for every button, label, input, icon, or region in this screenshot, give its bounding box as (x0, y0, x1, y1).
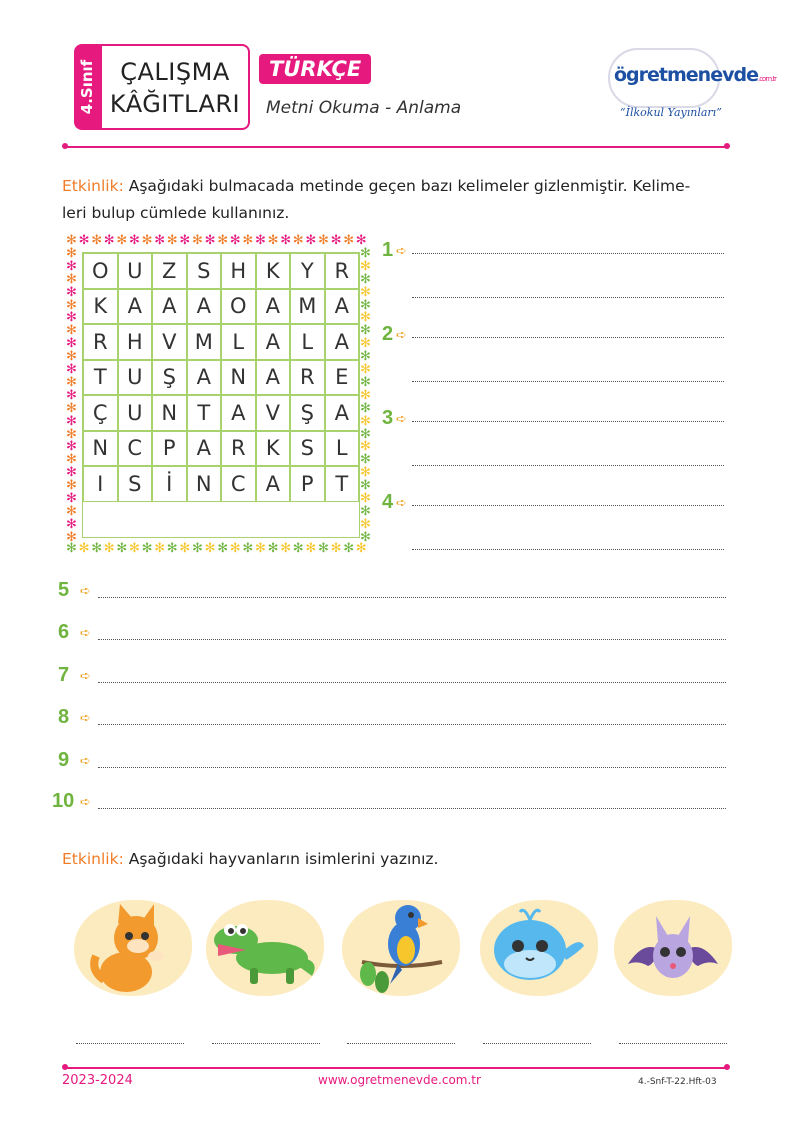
flower-icon: ✻ (360, 426, 371, 442)
flower-icon: ✻ (360, 284, 371, 300)
grid-cell: A (118, 289, 153, 325)
grid-cell: V (256, 395, 291, 431)
flower-icon: ✻ (242, 233, 254, 248)
flower-icon: ✻ (292, 541, 304, 556)
flower-icon: ✻ (66, 233, 77, 248)
flower-icon: ✻ (360, 387, 371, 403)
answer-line[interactable] (412, 381, 724, 382)
activity-label: Etkinlik: (62, 177, 124, 195)
grid-cell: U (118, 395, 153, 431)
flower-icon: ✻ (66, 400, 77, 416)
flower-icon: ✻ (66, 413, 77, 429)
grade-tab (74, 44, 100, 130)
flower-icon: ✻ (78, 233, 90, 248)
flower-icon: ✻ (66, 284, 77, 300)
grade-label: 4.Sınıf (78, 59, 96, 115)
flower-icon: ✻ (141, 541, 153, 556)
answer-line[interactable] (76, 1043, 184, 1044)
sentence-number: 8 (58, 706, 70, 728)
answer-line[interactable] (412, 549, 724, 550)
answer-line[interactable] (412, 253, 724, 254)
flower-icon: ✻ (129, 233, 140, 248)
cat-icon (74, 900, 192, 1000)
flower-icon: ✻ (179, 233, 191, 248)
grid-cell: A (187, 360, 222, 396)
flower-icon: ✻ (360, 413, 371, 429)
flower-icon: ✻ (360, 452, 371, 468)
flower-icon: ✻ (355, 233, 367, 248)
flower-icon: ✻ (91, 233, 103, 248)
answer-line[interactable] (98, 724, 726, 725)
grid-cell: Z (152, 253, 187, 289)
flower-icon: ✻ (343, 233, 355, 248)
flower-icon: ✻ (360, 271, 371, 287)
footer-code: 4.-Snf-T-22.Hft-03 (638, 1077, 717, 1087)
answer-line[interactable] (212, 1043, 320, 1044)
grid-cell: Ş (152, 360, 187, 396)
grid-cell: R (83, 324, 118, 360)
flower-icon: ✻ (154, 541, 166, 556)
flower-icon: ✻ (318, 233, 329, 248)
flower-icon: ✻ (103, 541, 115, 556)
flower-icon: ✻ (360, 465, 371, 481)
flower-icon: ✻ (292, 233, 304, 248)
title-line-2: KÂĞITLARI (109, 90, 241, 118)
grid-cell: C (118, 431, 153, 467)
grid-cell: R (325, 253, 360, 289)
grid-cell: R (221, 431, 256, 467)
flower-icon: ✻ (242, 541, 254, 556)
flower-icon: ✻ (360, 323, 371, 339)
grid-cell: Ç (83, 395, 118, 431)
answer-line[interactable] (412, 505, 724, 506)
answer-line[interactable] (619, 1043, 727, 1044)
flower-icon: ✻ (305, 541, 317, 556)
rule-dot (724, 143, 730, 149)
answer-line[interactable] (412, 297, 724, 298)
answer-line[interactable] (412, 421, 724, 422)
title-line-1: ÇALIŞMA (120, 58, 230, 86)
flower-icon: ✻ (66, 349, 77, 365)
grid-cell: A (325, 324, 360, 360)
flower-icon: ✻ (66, 297, 77, 313)
footer-divider (66, 1067, 726, 1069)
flower-icon: ✻ (229, 233, 241, 248)
flower-icon: ✻ (66, 310, 77, 326)
sentence-number: 6 (58, 621, 70, 643)
flower-icon: ✻ (360, 491, 371, 506)
topic-title: Metni Okuma - Anlama (266, 98, 462, 118)
flower-icon: ✻ (360, 478, 371, 494)
footer-website[interactable]: www.ogretmenevde.com.tr (318, 1073, 481, 1087)
flower-icon: ✻ (141, 233, 153, 248)
grid-cell: A (187, 289, 222, 325)
grid-cell: M (290, 289, 325, 325)
bat-icon (614, 900, 732, 1000)
grid-cell: A (187, 431, 222, 467)
grid-cell: A (256, 324, 291, 360)
grid-cell: Ş (290, 395, 325, 431)
grid-cell: O (221, 289, 256, 325)
grid-cell: N (152, 395, 187, 431)
flower-icon: ✻ (204, 541, 216, 556)
grid-cell: A (325, 395, 360, 431)
flower-icon: ✻ (66, 478, 77, 494)
grid-cell: A (256, 360, 291, 396)
pointing-hand-icon: ➪ (80, 584, 91, 599)
rule-dot (724, 1064, 730, 1070)
flower-icon: ✻ (179, 541, 191, 556)
pointing-hand-icon: ➪ (80, 711, 91, 726)
worksheet-title (100, 44, 250, 130)
sentence-number: 3 (382, 407, 394, 429)
flower-icon: ✻ (192, 233, 203, 248)
flower-icon: ✻ (166, 233, 178, 248)
flower-icon: ✻ (360, 529, 371, 545)
flower-icon: ✻ (360, 516, 371, 532)
grid-cell: Y (290, 253, 325, 289)
grid-cell: C (221, 466, 256, 502)
flower-icon: ✻ (360, 374, 371, 390)
flower-icon: ✻ (129, 541, 140, 556)
grid-cell: T (187, 395, 222, 431)
flower-icon: ✻ (66, 271, 77, 287)
answer-line[interactable] (412, 337, 724, 338)
grid-cell: N (221, 360, 256, 396)
grid-cell: V (152, 324, 187, 360)
flower-icon: ✻ (360, 503, 371, 519)
flower-icon: ✻ (318, 541, 329, 556)
flower-icon: ✻ (255, 541, 266, 556)
sentence-number: 4 (382, 491, 394, 513)
grid-cell: R (290, 360, 325, 396)
flower-icon: ✻ (66, 541, 77, 556)
footer-years: 2023-2024 (62, 1073, 133, 1088)
answer-line[interactable] (98, 682, 726, 683)
flower-icon: ✻ (66, 245, 77, 261)
flower-icon: ✻ (116, 541, 128, 556)
flower-icon: ✻ (166, 541, 178, 556)
sentence-number: 9 (58, 749, 70, 771)
pointing-hand-icon: ➪ (80, 754, 91, 769)
flower-icon: ✻ (66, 323, 77, 339)
flower-icon: ✻ (66, 374, 77, 390)
flower-icon: ✻ (66, 465, 77, 481)
grid-cell: A (221, 395, 256, 431)
flower-icon: ✻ (154, 233, 166, 248)
grid-cell: P (290, 466, 325, 502)
grid-cell: K (256, 253, 291, 289)
answer-line[interactable] (98, 767, 726, 768)
grid-cell: A (256, 466, 291, 502)
grid-cell: L (325, 431, 360, 467)
flower-icon: ✻ (66, 336, 77, 352)
flower-icon: ✻ (267, 541, 279, 556)
flower-icon: ✻ (330, 233, 342, 248)
crocodile-icon (206, 900, 324, 1000)
activity-1-instructions: Etkinlik: Aşağıdaki bulmacada metinde geçen bazı kelimeler gizlenmiştir. Kelime- leri bulup cümlede kullanınız. (62, 177, 691, 222)
answer-line[interactable] (347, 1043, 455, 1044)
grid-cell: A (256, 289, 291, 325)
flower-icon: ✻ (305, 233, 317, 248)
grid-cell: S (118, 466, 153, 502)
grid-cell: S (290, 431, 325, 467)
flower-icon: ✻ (360, 362, 371, 377)
flower-icon: ✻ (360, 245, 371, 261)
grid-cell: U (118, 253, 153, 289)
flower-icon: ✻ (360, 310, 371, 326)
flower-icon: ✻ (66, 491, 77, 506)
flower-icon: ✻ (66, 426, 77, 442)
grid-cell: S (187, 253, 222, 289)
flower-icon: ✻ (204, 233, 216, 248)
grid-cell: M (187, 324, 222, 360)
flower-icon: ✻ (116, 233, 128, 248)
sentence-number: 1 (382, 239, 394, 261)
header-divider (66, 146, 726, 148)
grid-cell: O (83, 253, 118, 289)
grid-cell: H (221, 253, 256, 289)
flower-icon: ✻ (66, 439, 77, 455)
grid-cell: U (118, 360, 153, 396)
flower-icon: ✻ (66, 529, 77, 545)
flower-icon: ✻ (360, 258, 371, 274)
flower-icon: ✻ (343, 541, 355, 556)
whale-icon (480, 900, 598, 1000)
answer-line[interactable] (98, 597, 726, 598)
grid-cell: L (221, 324, 256, 360)
publisher-logo (604, 44, 776, 128)
parrot-icon (342, 900, 460, 1000)
grid-cell: A (325, 289, 360, 325)
pointing-hand-icon: ➪ (80, 795, 91, 810)
pointing-hand-icon: ➪ (396, 328, 407, 343)
subject-badge: TÜRKÇE (259, 54, 371, 84)
pointing-hand-icon: ➪ (396, 496, 407, 511)
flower-icon: ✻ (192, 541, 203, 556)
flower-icon: ✻ (66, 362, 77, 377)
flower-icon: ✻ (66, 503, 77, 519)
pointing-hand-icon: ➪ (396, 412, 407, 427)
flower-icon: ✻ (217, 233, 229, 248)
grid-cell: L (290, 324, 325, 360)
grid-cell: K (83, 289, 118, 325)
answer-line[interactable] (98, 639, 726, 640)
flower-icon: ✻ (66, 258, 77, 274)
answer-line[interactable] (98, 808, 726, 809)
logo-text: ögretmenevde.com.tr (614, 64, 776, 86)
pointing-hand-icon: ➪ (396, 244, 407, 259)
flower-icon: ✻ (360, 336, 371, 352)
sentence-number: 7 (58, 664, 70, 686)
grid-cell: K (256, 431, 291, 467)
flower-icon: ✻ (360, 297, 371, 313)
word-search-grid (82, 252, 360, 538)
flower-icon: ✻ (66, 516, 77, 532)
sentence-number: 2 (382, 323, 394, 345)
grid-cell: N (187, 466, 222, 502)
grid-cell: A (152, 289, 187, 325)
flower-icon: ✻ (280, 233, 292, 248)
flower-icon: ✻ (267, 233, 279, 248)
flower-icon: ✻ (103, 233, 115, 248)
logo-subtitle: “İlkokul Yayınları” (620, 106, 722, 119)
flower-icon: ✻ (360, 439, 371, 455)
flower-icon: ✻ (78, 541, 90, 556)
flower-icon: ✻ (229, 541, 241, 556)
pointing-hand-icon: ➪ (80, 669, 91, 684)
grid-cell: İ (152, 466, 187, 502)
sentence-number: 10 (52, 790, 75, 812)
grid-cell: T (325, 466, 360, 502)
grid-cell: T (83, 360, 118, 396)
flower-icon: ✻ (360, 400, 371, 416)
pointing-hand-icon: ➪ (80, 626, 91, 641)
flower-icon: ✻ (91, 541, 103, 556)
sentence-number: 5 (58, 579, 70, 601)
answer-line[interactable] (483, 1043, 591, 1044)
grid-cell: N (83, 431, 118, 467)
grid-cell: E (325, 360, 360, 396)
answer-line[interactable] (412, 465, 724, 466)
activity-label: Etkinlik: (62, 850, 124, 868)
grid-cell: P (152, 431, 187, 467)
flower-icon: ✻ (66, 387, 77, 403)
flower-icon: ✻ (66, 452, 77, 468)
flower-icon: ✻ (360, 349, 371, 365)
grid-cell: I (83, 466, 118, 502)
flower-icon: ✻ (330, 541, 342, 556)
flower-icon: ✻ (280, 541, 292, 556)
flower-icon: ✻ (355, 541, 367, 556)
flower-icon: ✻ (255, 233, 266, 248)
flower-icon: ✻ (217, 541, 229, 556)
grid-cell: H (118, 324, 153, 360)
activity-2-instructions: Etkinlik: Aşağıdaki hayvanların isimlerini yazınız. (62, 850, 439, 868)
